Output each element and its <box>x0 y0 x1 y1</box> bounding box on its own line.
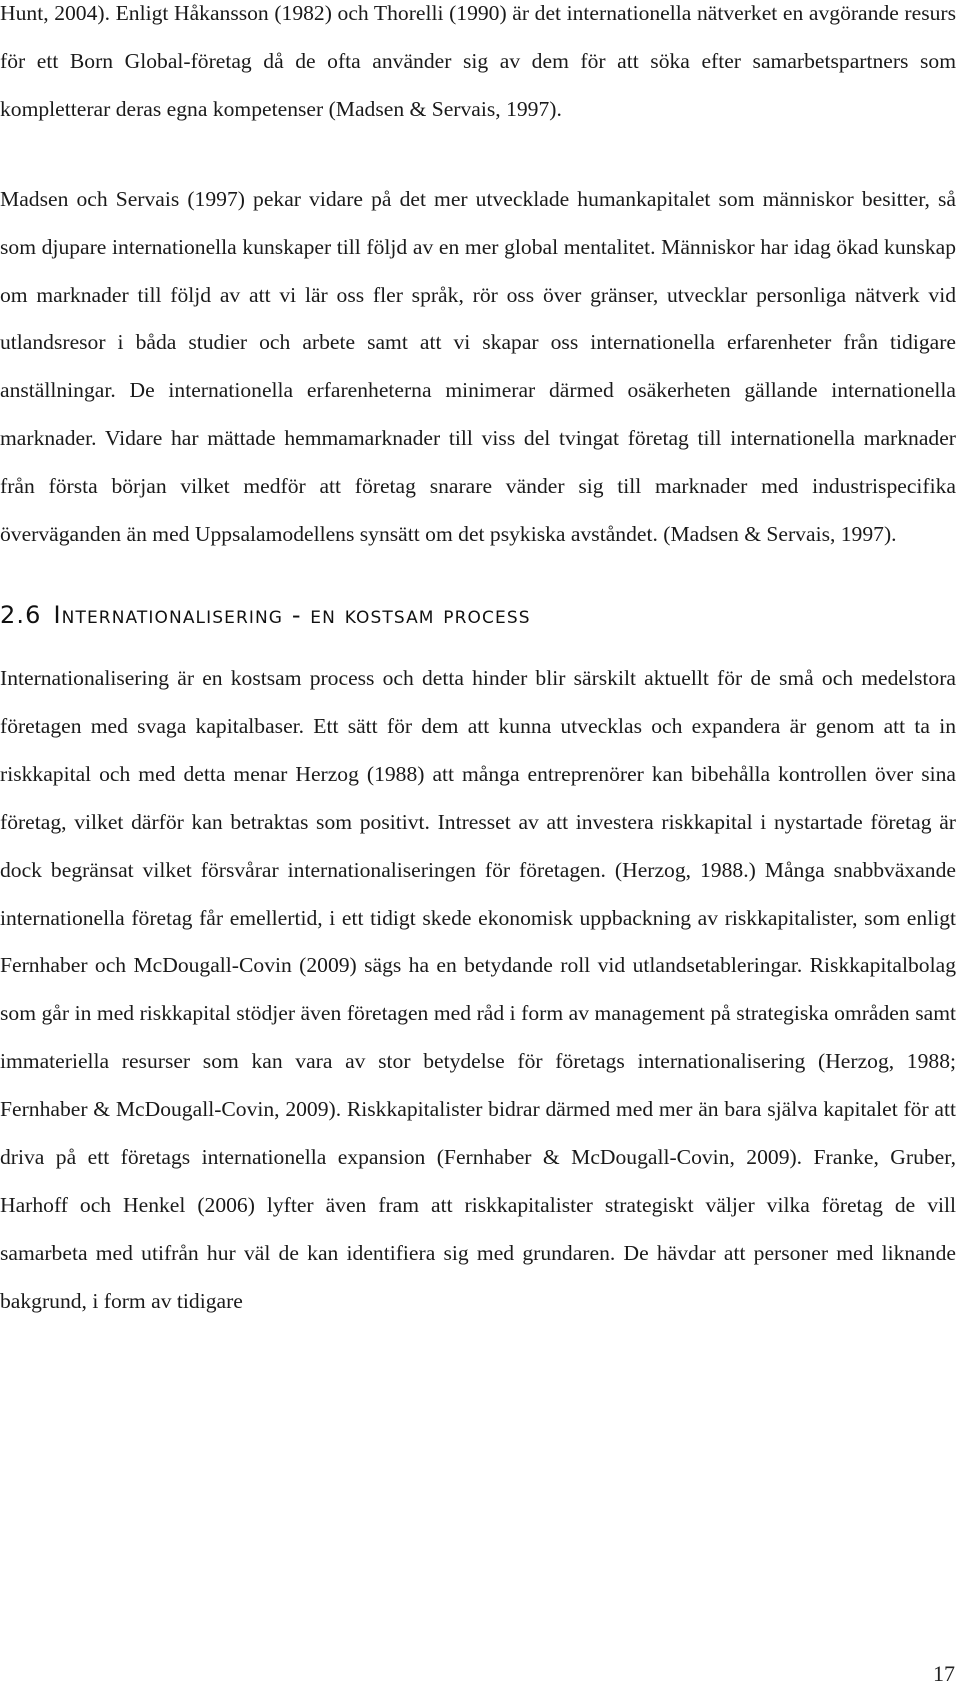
section-number: 2.6 <box>0 600 42 629</box>
section-title: Internationalisering - en kostsam process <box>53 600 531 629</box>
section-heading <box>0 595 956 655</box>
body-paragraph: Madsen och Servais (1997) pekar vidare på det mer utvecklade humankapitalet som människor besitter, så som djupare internationella kunskaper till följd av en mer global mentalitet. Människor har idag ökad kunskap om marknader till följd av att vi lär oss fler språk, rör oss över gränser, utvecklar personliga nätverk vid utlandsresor i båda studier och arbete samt att vi skapar oss internationella erfarenheter från tidigare anställningar. De internationella erfarenheterna minimerar därmed osäkerheten gällande internationella marknader. Vidare har mättade hemmamarknader till viss del tvingat företag till internationella marknader från första början vilket medför att företag snarare vänder sig till marknader med industrispecifika överväganden än med Uppsalamodellens synsätt om det psykiska avståndet. (Madsen & Servais, 1997). <box>0 186 956 547</box>
section-paragraph: Internationalisering är en kostsam process och detta hinder blir särskilt aktuellt för de små och medelstora företagen med svaga kapitalbaser. Ett sätt för dem att kunna utvecklas och expandera är genom att ta in riskkapital och med detta menar Herzog (1988) att många entreprenörer kan bibehålla kontrollen över sina företag, vilket därför kan betraktas som positivt. Intresset av att investera riskkapital i nystartade företag är dock begränsat vilket försvårar internationaliseringen för företagen. (Herzog, 1988.) Många snabbväxande internationella företag får emellertid, i ett tidigt skede ekonomisk uppbackning av riskkapitalister, som enligt Fernhaber och McDougall-Covin (2009) sägs ha en betydande roll vid utlandsetableringar. Riskkapitalbolag som går in med riskkapital stödjer även företagen med råd i form av management på strategiska områden samt immateriella resurser som kan vara av stor betydelse för företags internationalisering (Herzog, 1988; Fernhaber & McDougall-Covin, 2009). Riskkapitalister bidrar därmed med mer än bara själva kapitalet för att driva på ett företags internationella expansion (Fernhaber & McDougall-Covin, 2009). Franke, Gruber, Harhoff och Henkel (2006) lyfter även fram att riskkapitalister strategiskt väljer vilka företag de vill samarbeta med utifrån hur väl de kan identifiera sig med grundaren. De hävdar att personer med liknande bakgrund, i form av tidigare <box>0 665 956 1313</box>
page-number: 17 <box>933 1661 955 1686</box>
body-paragraph: Hunt, 2004). Enligt Håkansson (1982) och Thorelli (1990) är det internationella nätverket en avgörande resurs för ett Born Global-företag då de ofta använder sig av dem för att söka efter samarbetspartners som kompletterar deras egna kompetenser (Madsen & Servais, 1997). <box>0 1 956 121</box>
